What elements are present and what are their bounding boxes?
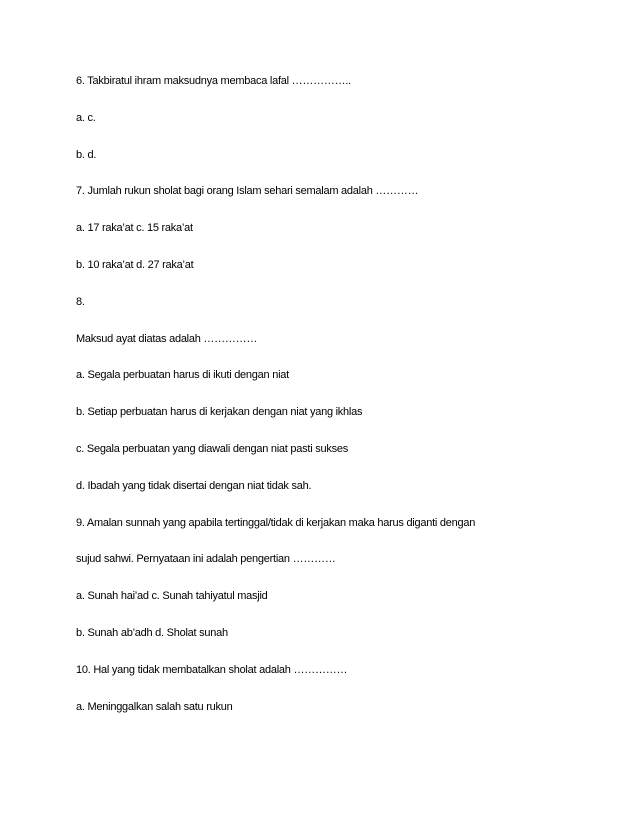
option-a-c: a. c. <box>76 111 96 124</box>
option-b-d: b. 10 raka’at d. 27 raka’at <box>76 258 194 271</box>
question-text-block <box>76 74 596 736</box>
question-10: 10. Hal yang tidak membatalkan sholat adalah …………… <box>76 663 348 676</box>
option-c: c. Segala perbuatan yang diawali dengan niat pasti sukses <box>76 442 348 455</box>
question-7: 7. Jumlah rukun sholat bagi orang Islam sehari semalam adalah ………… <box>76 185 419 198</box>
option-a: a. Meninggalkan salah satu rukun <box>76 700 233 713</box>
question-8-prompt: Maksud ayat diatas adalah …………… <box>76 332 258 345</box>
option-b-d: b. d. <box>76 148 97 161</box>
option-a-c: a. Sunah hai’ad c. Sunah tahiyatul masjid <box>76 590 268 603</box>
question-9: 9. Amalan sunnah yang apabila tertinggal/tidak di kerjakan maka harus diganti dengan <box>76 516 476 529</box>
question-9-continuation: sujud sahwi. Pernyataan ini adalah pengertian ………… <box>76 553 336 566</box>
option-b: b. Setiap perbuatan harus di kerjakan dengan niat yang ikhlas <box>76 406 363 419</box>
option-d: d. Ibadah yang tidak disertai dengan niat tidak sah. <box>76 479 312 492</box>
question-8: 8. <box>76 295 85 308</box>
option-a: a. Segala perbuatan harus di ikuti dengan niat <box>76 369 289 382</box>
question-6: 6. Takbiratul ihram maksudnya membaca lafal …………….. <box>76 75 351 87</box>
option-a-c: a. 17 raka’at c. 15 raka’at <box>76 222 193 235</box>
option-b-d: b. Sunah ab’adh d. Sholat sunah <box>76 626 228 639</box>
